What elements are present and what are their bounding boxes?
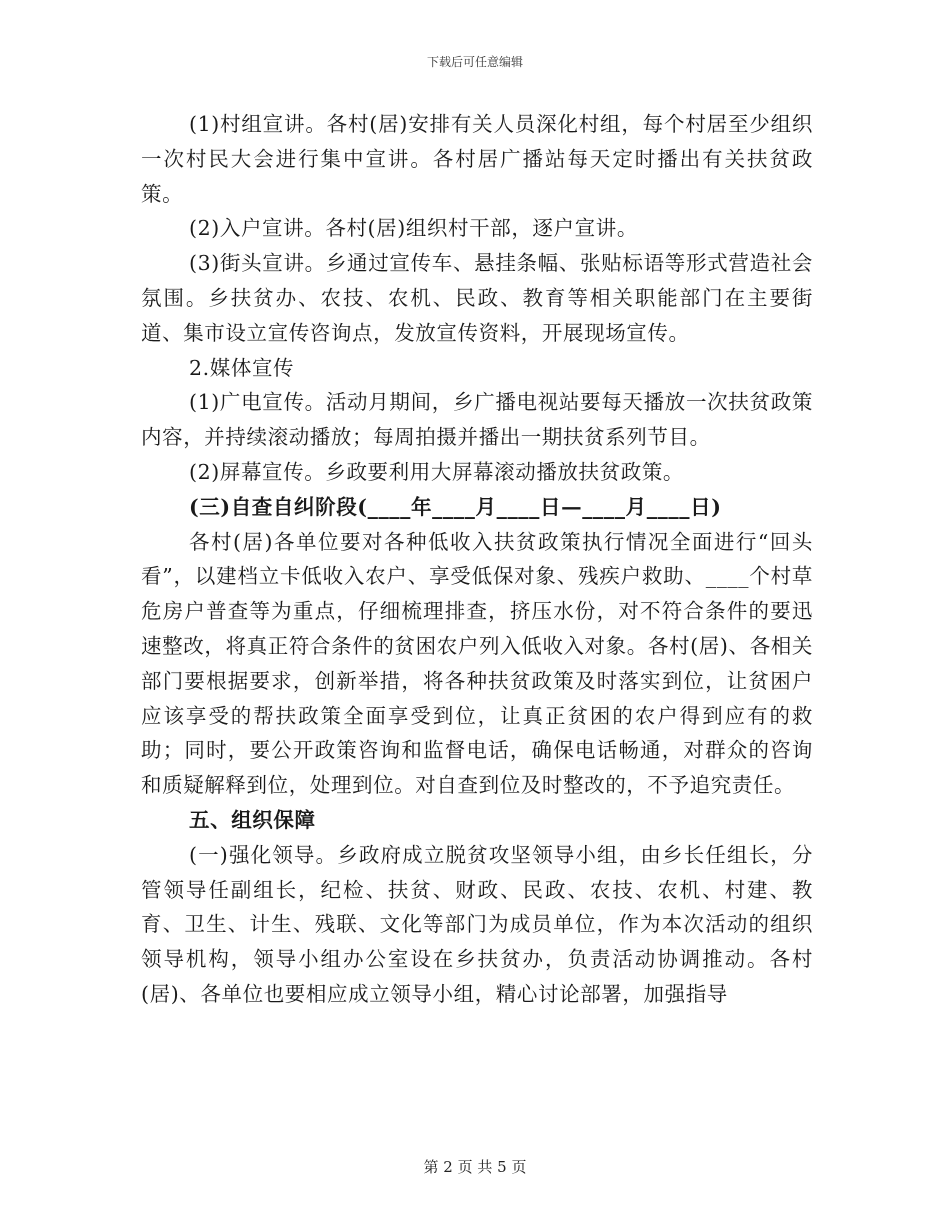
section-heading: (三)自查自纠阶段(____年____月____日—____月____日) <box>189 494 722 519</box>
page-footer: 第 2 页 共 5 页 <box>423 1158 527 1176</box>
paragraph: 各村(居)各单位要对各种低收入扶贫政策执行情况全面进行“回头看”，以建档立卡低收入农户、享受低保对象、残疾户救助、____个村草危房户普查等为重点，仔细梳理排查，挤压水份，对不符合条件的要迅速整改，将真正符合条件的贫困农户列入低收入对象。各村(居)、各相关部门要根据要求，创新举措，将各种扶贫政策及时落实到位，让贫困户应该享受的帮扶政策全面享受到位，让真正贫困的农户得到应有的救助；同时，要公开政策咨询和监督电话，确保电话畅通，对群众的咨询和质疑解释到位，处理到位。对自查到位及时整改的，不予追究责任。 <box>141 529 813 798</box>
paragraph: (1)村组宣讲。各村(居)安排有关人员深化村组，每个村居至少组织一次村民大会进行集中宣讲。各村居广播站每天定时播出有关扶贫政策。 <box>141 112 813 206</box>
paragraph: (1)广电宣传。活动月期间，乡广播电视站要每天播放一次扶贫政策内容，并持续滚动播放；每周拍摄并播出一期扶贫系列节目。 <box>141 390 813 450</box>
section-heading: 五、组织保障 <box>189 807 316 832</box>
paragraph: (2)屏幕宣传。乡政要利用大屏幕滚动播放扶贫政策。 <box>189 459 685 484</box>
document-body <box>141 107 813 1012</box>
page-header: 下载后可任意编辑 <box>426 55 523 69</box>
section-subheading: 2.媒体宣传 <box>189 355 295 380</box>
paragraph: (2)入户宣讲。各村(居)组织村干部，逐户宣讲。 <box>189 216 638 241</box>
paragraph: (3)街头宣讲。乡通过宣传车、悬挂条幅、张贴标语等形式营造社会氛围。乡扶贫办、农技、农机、民政、教育等相关职能部门在主要街道、集市设立宣传咨询点，发放宣传资料，开展现场宣传。 <box>141 251 813 345</box>
paragraph: (一)强化领导。乡政府成立脱贫攻坚领导小组，由乡长任组长，分管领导任副组长，纪检、扶贫、财政、民政、农技、农机、村建、教育、卫生、计生、残联、文化等部门为成员单位，作为本次活动的组织领导机构，领导小组办公室设在乡扶贫办，负责活动协调推动。各村(居)、各单位也要相应成立领导小组，精心讨论部署，加强指导 <box>141 842 813 1006</box>
